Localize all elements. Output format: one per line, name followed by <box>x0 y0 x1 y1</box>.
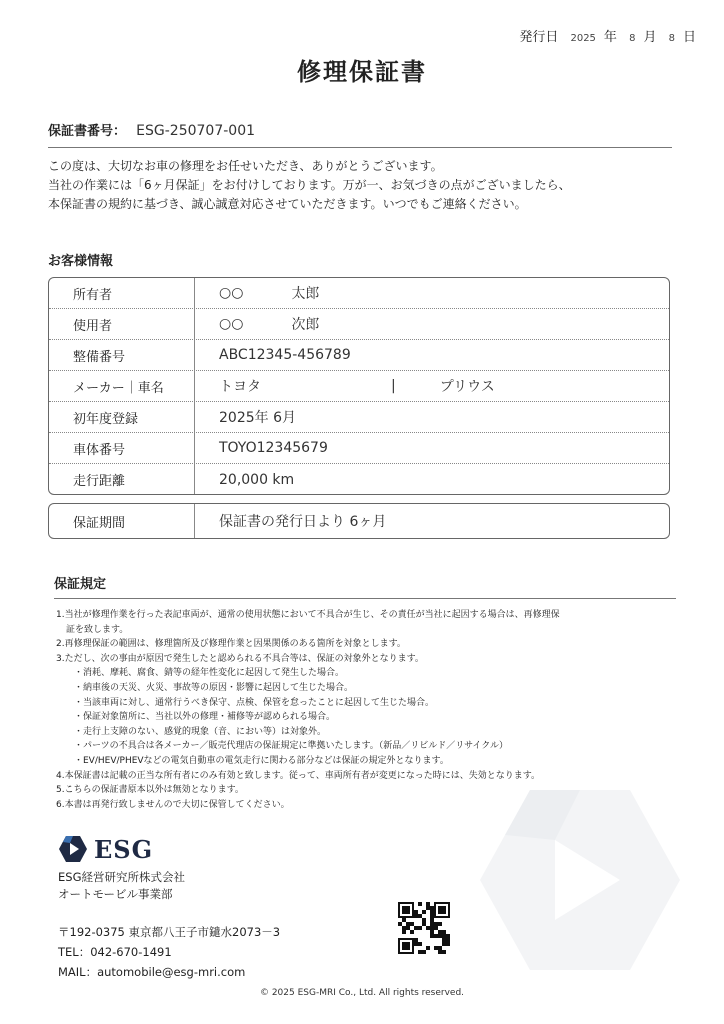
table-row <box>49 278 669 309</box>
warranty-value: 保証書の発行日より 6ヶ月 <box>219 514 387 530</box>
chassis-value: TOYO12345679 <box>219 440 328 456</box>
table-row <box>49 402 669 433</box>
warranty-period-table <box>48 503 670 539</box>
issue-day: 8 <box>668 33 675 44</box>
first-reg-value: 2025年 6月 <box>219 410 296 426</box>
certificate-number-value: ESG-250707-001 <box>136 123 256 139</box>
issue-date <box>519 26 696 45</box>
table-row <box>49 433 669 464</box>
mileage-label: 走行距離 <box>49 464 195 495</box>
rule-subitem: ・消耗、摩耗、腐食、錆等の経年性変化に起因して発生した場合。 <box>74 668 345 679</box>
rule-subitem: ・EV/HEV/PHEVなどの電気自動車の電気走行に関わる部分などは保証の規定外となります。 <box>74 755 449 766</box>
company-address: 〒192-0375 東京都八王子市鑓水2073－3 <box>58 925 281 939</box>
qr-code-icon <box>398 902 450 954</box>
user-value <box>195 309 669 339</box>
rule-item: 証を致します。 <box>66 624 129 635</box>
rule-subitem: ・当該車両に対し、通常行うべき保守、点検、保管を怠ったことに起因して生じた場合。 <box>74 697 435 708</box>
maker-label: メーカー｜車名 <box>49 371 195 401</box>
rule-item: 4.本保証書は記載の正当な所有者にのみ有効と致します。従って、車両所有者が変更になった時には、失効となります。 <box>56 770 540 781</box>
service-no-value: ABC12345-456789 <box>219 347 351 363</box>
rule-item: 5.こちらの保証書原本以外は無効となります。 <box>56 785 244 796</box>
company-name-block <box>58 869 185 903</box>
first-reg-label: 初年度登録 <box>49 402 195 432</box>
owner-given: 太郎 <box>291 286 320 302</box>
document-title: 修理保証書 <box>297 58 427 86</box>
rule-item: 1.当社が修理作業を行った表記車両が、通常の使用状態において不具合が生じ、その責任が当社に起因する場合は、再修理保 <box>56 610 560 620</box>
contact-block <box>58 922 280 982</box>
issue-date-label: 発行日 <box>519 30 559 45</box>
mileage-value: 20,000 km <box>219 471 295 488</box>
warranty-label: 保証期間 <box>49 504 195 538</box>
user-surname: ○○ <box>219 316 244 332</box>
maker-name: トヨタ <box>219 379 261 395</box>
issue-month-unit: 月 <box>643 30 657 45</box>
table-row <box>49 504 669 538</box>
customer-heading: お客様情報 <box>48 254 114 269</box>
rules-heading: 保証規定 <box>54 577 107 592</box>
esg-logo-icon <box>58 834 88 864</box>
divider <box>54 598 676 599</box>
maker-value <box>195 371 669 401</box>
model-name: プリウス <box>439 379 495 395</box>
rule-item: 3.ただし、次の事由が原因で発生したと認められる不具合等は、保証の対象外となります。 <box>56 653 424 664</box>
rule-subitem: ・走行上支障のない、感覚的現象（音、におい等）は対象外。 <box>74 726 327 737</box>
owner-surname: ○○ <box>219 285 244 301</box>
table-row <box>49 464 669 495</box>
rule-subitem: ・パーツの不具合は各メーカー／販売代理店の保証規定に準拠いたします。（新品／リビルド／リサイクル） <box>74 741 508 752</box>
table-row <box>49 340 669 371</box>
intro-line: この度は、大切なお車の修理をお任せいただき、ありがとうございます。 <box>48 159 443 173</box>
user-given: 次郎 <box>291 317 320 333</box>
rule-subitem: ・納車後の天災、火災、事故等の原因・影響に起因して生じた場合。 <box>74 682 354 693</box>
intro-line: 本保証書の規約に基づき、誠心誠意対応させていただきます。いつでもご連絡ください。 <box>48 197 527 211</box>
issue-day-unit: 日 <box>682 30 696 45</box>
issue-year: 2025 <box>570 33 596 44</box>
owner-value <box>195 278 669 308</box>
owner-label: 所有者 <box>49 278 195 308</box>
rule-item: 6.本書は再発行致しませんので大切に保管してください。 <box>56 799 290 810</box>
company-logo <box>58 834 153 864</box>
intro-line: 当社の作業には「6ヶ月保証」をお付けしております。万が一、お気づきの点がございましたら、 <box>48 178 571 192</box>
company-tel: TEL：042-670-1491 <box>58 945 172 959</box>
rule-subitem: ・保証対象箇所に、当社以外の修理・補修等が認められる場合。 <box>74 712 336 723</box>
table-row <box>49 371 669 402</box>
rules-text <box>56 608 676 812</box>
customer-info-table <box>48 277 670 495</box>
certificate-number-label: 保証書番号： <box>48 124 127 139</box>
issue-month: 8 <box>629 33 636 44</box>
company-division: オートモービル事業部 <box>58 887 173 901</box>
certificate-number <box>48 120 255 139</box>
company-mail: MAIL：automobile@esg-mri.com <box>58 965 246 979</box>
issue-year-unit: 年 <box>603 30 617 45</box>
company-name: ESG経営研究所株式会社 <box>58 870 185 884</box>
logo-text: ESG <box>94 834 154 864</box>
maker-separator: | <box>391 378 396 394</box>
table-row <box>49 309 669 340</box>
rule-item: 2.再修理保証の範囲は、修理箇所及び修理作業と因果関係のある箇所を対象とします。 <box>56 639 406 650</box>
intro-text <box>48 157 678 214</box>
user-label: 使用者 <box>49 309 195 339</box>
divider <box>48 147 672 148</box>
service-no-label: 整備番号 <box>49 340 195 370</box>
copyright: © 2025 ESG-MRI Co., Ltd. All rights reserved. <box>259 988 465 998</box>
chassis-label: 車体番号 <box>49 433 195 463</box>
